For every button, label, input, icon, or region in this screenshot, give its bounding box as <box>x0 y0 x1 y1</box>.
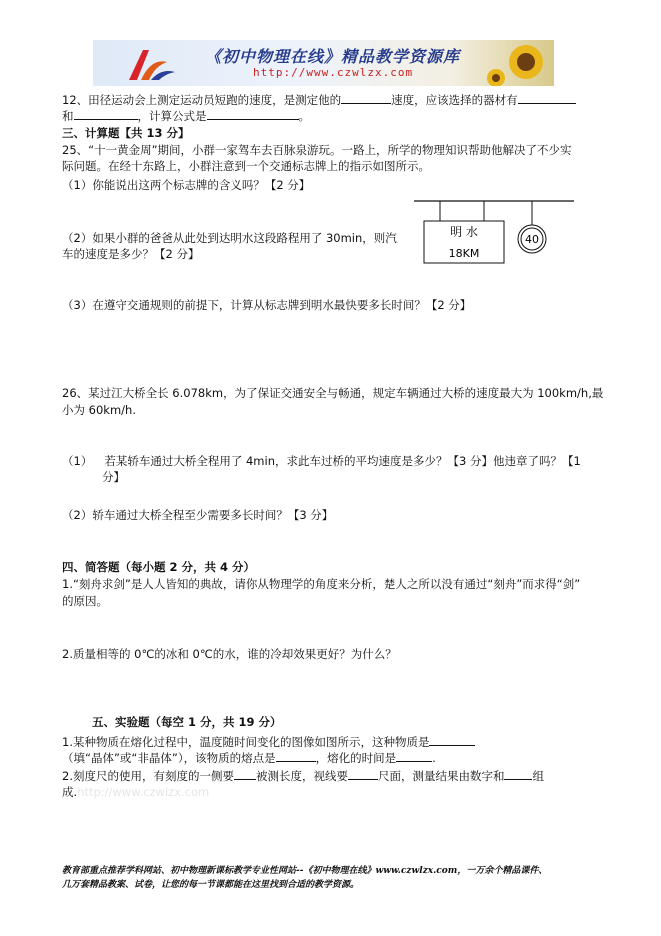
s5-q1-text-b2: ，熔化的时间是 <box>315 751 397 765</box>
section-5-q2a <box>62 768 599 784</box>
section-4-title: 四、简答题（每小题 2 分，共 4 分） <box>62 560 256 574</box>
sign-place: 明 水 <box>450 225 478 239</box>
footer-line2: 几万套精品教案、试卷，让您的每一节课都能在这里找到合适的教学资源。 <box>62 880 360 890</box>
q12-text-e: 。 <box>298 109 310 123</box>
question-25-line1: 25、“十一黄金周”期间，小群一家驾车去百脉泉游玩。一路上，所学的物理知识帮助他解决了不少实 <box>62 143 572 157</box>
question-12-line2 <box>62 108 599 124</box>
answer-blank[interactable] <box>396 750 432 762</box>
section-3-title: 三、计算题【共 13 分】 <box>62 126 190 140</box>
answer-blank[interactable] <box>348 768 378 780</box>
section-5-q1b <box>62 750 599 766</box>
question-26-part1b: 分】 <box>102 470 125 484</box>
answer-blank[interactable] <box>276 750 316 762</box>
site-logo-icon <box>121 44 181 84</box>
speed-limit-value: 40 <box>525 233 539 246</box>
question-26-part2: （2）轿车通过大桥全程至少需要多长时间？【3 分】 <box>62 508 334 522</box>
answer-blank[interactable] <box>341 92 391 104</box>
answer-blank[interactable] <box>207 108 299 120</box>
question-25-part3: （3）在遵守交通规则的前提下，计算从标志牌到明水最快要多长时间？【2 分】 <box>62 298 472 312</box>
q12-text-c: 和 <box>62 109 74 123</box>
footer-line1: 教育部重点推荐学科网站、初中物理新课标教学专业性网站--《初中物理在线》www.czwlzx.com，一万余个精品课件、 <box>62 866 548 876</box>
answer-blank[interactable] <box>429 734 475 746</box>
question-25-line2: 际问题。在经十东路上，小群注意到一个交通标志牌上的指示如图所示。 <box>62 159 430 173</box>
q12-text-d: ，计算公式是 <box>137 109 207 123</box>
q12-text-b: 速度，应该选择的器材有 <box>391 93 518 107</box>
sign-distance: 18KM <box>448 247 480 260</box>
question-12-line1 <box>62 92 599 108</box>
question-26-line2: 小为 60km/h. <box>62 403 136 417</box>
question-25-part1: （1）你能说出这两个标志牌的含义吗？【2 分】 <box>62 178 311 192</box>
sunflower-icon <box>484 40 554 86</box>
section-4-q2: 2.质量相等的 0℃的冰和 0℃的水，谁的冷却效果更好？为什么？ <box>62 647 397 661</box>
section-5-q2b <box>62 785 599 800</box>
answer-blank[interactable] <box>518 92 576 104</box>
q12-text-a: 12、田径运动会上测定运动员短跑的速度，是测定他的 <box>62 93 342 107</box>
q26-part1-text: 若某轿车通过大桥全程用了 4min，求此车过桥的平均速度是多少？【3 分】他违章了吗？【1 <box>104 454 581 468</box>
section-5-title: 五、实验题（每空 1 分，共 19 分） <box>92 715 282 729</box>
header-banner <box>93 40 554 86</box>
s5-q2-text-a1: 2.刻度尺的使用，有刻度的一侧要 <box>62 769 234 783</box>
s5-q1-text-a: 1.某种物质在熔化过程中，温度随时间变化的图像如图所示，这种物质是 <box>62 735 430 749</box>
banner-url: http://www.czwlzx.com <box>253 66 414 79</box>
section-5-q1a <box>62 734 599 750</box>
answer-blank[interactable] <box>504 768 532 780</box>
question-26-line1: 26、某过江大桥全长 6.078km，为了保证交通安全与畅通，规定车辆通过大桥的速度最大为 100km/h,最 <box>62 386 604 400</box>
s5-q2-text-b: 成. <box>62 785 78 799</box>
s5-q2-text-a3: 尺面，测量结果由数字和 <box>377 769 505 783</box>
traffic-sign-figure <box>414 197 574 267</box>
banner-title: 《初中物理在线》精品教学资源库 <box>205 47 461 66</box>
s5-q1-text-b3: . <box>432 751 436 765</box>
question-25-part2b: 车的速度是多少？【2 分】 <box>62 247 200 261</box>
answer-blank[interactable] <box>234 768 256 780</box>
watermark-url: http://www.czwlzx.com <box>77 785 210 799</box>
question-26-part1a <box>62 454 599 469</box>
s5-q2-text-a2: 被测长度，视线要 <box>255 769 348 783</box>
section-4-q1b: 的原因。 <box>62 594 108 608</box>
answer-blank[interactable] <box>74 108 138 120</box>
s5-q1-text-b1: （填“晶体”或“非晶体”），该物质的熔点是 <box>62 751 276 765</box>
s5-q2-text-a4: 组 <box>532 769 544 783</box>
question-25-part2a: （2）如果小群的爸爸从此处到达明水这段路程用了 30min，则汽 <box>62 231 397 245</box>
section-4-q1a: 1.“刻舟求剑”是人人皆知的典故，请你从物理学的角度来分析，楚人之所以没有通过“刻舟”而求得“剑” <box>62 577 581 591</box>
q26-part1-number: （1） <box>62 454 93 468</box>
